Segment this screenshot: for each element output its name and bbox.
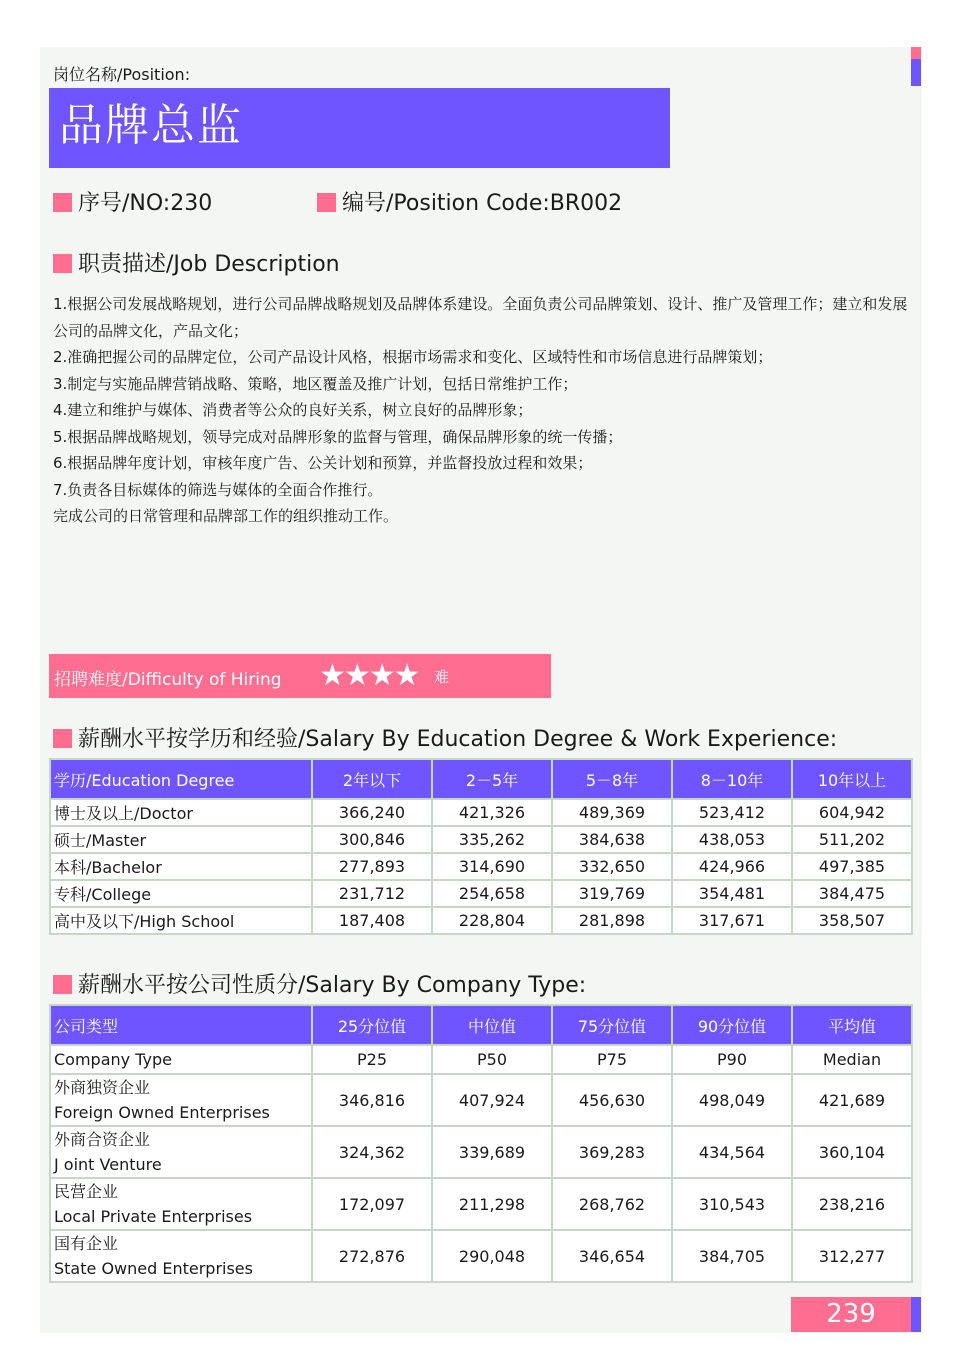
table-cell: 172,097 xyxy=(312,1178,432,1230)
page-number: 239 xyxy=(791,1297,911,1332)
table-cell: 489,369 xyxy=(552,799,672,826)
serial-number-text: 序号/NO:230 xyxy=(78,191,213,216)
table-row xyxy=(50,799,912,826)
salary-education-heading-text: 薪酬水平按学历和经验/Salary By Education Degree & Work Experience: xyxy=(78,727,838,752)
table-cell: 268,762 xyxy=(552,1178,672,1230)
description-line: 3.制定与实施品牌营销战略、策略，地区覆盖及推广计划，包括日常维护工作； xyxy=(53,374,578,393)
row-label: 本科/Bachelor xyxy=(50,853,312,880)
row-label-en: Local Private Enterprises xyxy=(54,1207,253,1226)
row-label xyxy=(50,1074,312,1126)
table-cell: 300,846 xyxy=(312,826,432,853)
column-header: 75分位值 xyxy=(552,1005,672,1045)
subheader-cell: Median xyxy=(792,1045,912,1074)
description-line: 2.准确把握公司的品牌定位，公司产品设计风格，根据市场需求和变化、区域特性和市场信息进行品牌策划； xyxy=(53,348,773,366)
position-code xyxy=(317,186,622,217)
table-subheader-row xyxy=(50,1045,912,1074)
table-cell: 366,240 xyxy=(312,799,432,826)
bullet-square-icon xyxy=(317,193,336,212)
table-cell: 424,966 xyxy=(672,853,792,880)
bullet-square-icon xyxy=(53,975,72,994)
description-line: 1.根据公司发展战略规划，进行公司品牌战略规划及品牌体系建设。全面负责公司品牌策划、设计、推广及管理工作；建立和发展公司的品牌文化，产品文化； xyxy=(53,295,908,340)
table-cell: 384,705 xyxy=(672,1230,792,1282)
table-cell: 332,650 xyxy=(552,853,672,880)
table-cell: 312,277 xyxy=(792,1230,912,1282)
table-row xyxy=(50,880,912,907)
table-cell: 421,689 xyxy=(792,1074,912,1126)
column-header: 25分位值 xyxy=(312,1005,432,1045)
table-cell: 317,671 xyxy=(672,907,792,934)
corner-accent-pink xyxy=(911,47,921,59)
table-cell: 319,769 xyxy=(552,880,672,907)
row-label: 高中及以下/High School xyxy=(50,907,312,934)
star-rating-icon: ★★★★ xyxy=(319,658,419,693)
column-header: 2－5年 xyxy=(432,759,552,799)
bullet-square-icon xyxy=(53,193,72,212)
table-cell: 187,408 xyxy=(312,907,432,934)
row-label-en: J oint Venture xyxy=(54,1155,162,1174)
table-row xyxy=(50,1074,912,1126)
subheader-cell: P25 xyxy=(312,1045,432,1074)
table-header-row xyxy=(50,1005,912,1045)
table-cell: 384,475 xyxy=(792,880,912,907)
row-label xyxy=(50,1126,312,1178)
table-cell: 324,362 xyxy=(312,1126,432,1178)
job-description-heading-text: 职责描述/Job Description xyxy=(78,252,340,277)
table-row xyxy=(50,1126,912,1178)
row-label: 硕士/Master xyxy=(50,826,312,853)
row-label xyxy=(50,1178,312,1230)
table-cell: 407,924 xyxy=(432,1074,552,1126)
table-cell: 523,412 xyxy=(672,799,792,826)
table-row xyxy=(50,853,912,880)
bullet-square-icon xyxy=(53,254,72,273)
description-line: 5.根据品牌战略规划，领导完成对品牌形象的监督与管理，确保品牌形象的统一传播； xyxy=(53,427,623,446)
description-line: 完成公司的日常管理和品牌部工作的组织推动工作。 xyxy=(53,507,399,525)
table-cell: 498,049 xyxy=(672,1074,792,1126)
column-header: 90分位值 xyxy=(672,1005,792,1045)
table-cell: 511,202 xyxy=(792,826,912,853)
table-row xyxy=(50,907,912,934)
hiring-difficulty-bar xyxy=(49,654,551,698)
serial-number xyxy=(53,186,212,217)
table-cell: 314,690 xyxy=(432,853,552,880)
salary-company-table xyxy=(49,1004,913,1283)
column-header: 公司类型 xyxy=(50,1005,312,1045)
subheader-cell: P75 xyxy=(552,1045,672,1074)
table-cell: 438,053 xyxy=(672,826,792,853)
table-cell: 434,564 xyxy=(672,1126,792,1178)
row-label-en: Foreign Owned Enterprises xyxy=(54,1103,270,1122)
table-cell: 346,816 xyxy=(312,1074,432,1126)
column-header: 2年以下 xyxy=(312,759,432,799)
row-label-cn: 外商合资企业 xyxy=(54,1130,151,1149)
table-cell: 335,262 xyxy=(432,826,552,853)
column-header: 中位值 xyxy=(432,1005,552,1045)
description-line: 4.建立和维护与媒体、消费者等公众的良好关系，树立良好的品牌形象； xyxy=(53,401,533,419)
table-cell: 604,942 xyxy=(792,799,912,826)
table-cell: 228,804 xyxy=(432,907,552,934)
salary-education-table xyxy=(49,758,913,935)
table-row xyxy=(50,826,912,853)
table-cell: 497,385 xyxy=(792,853,912,880)
position-title-bar xyxy=(49,88,670,168)
table-header-row xyxy=(50,759,912,799)
table-cell: 310,543 xyxy=(672,1178,792,1230)
row-label: 专科/College xyxy=(50,880,312,907)
row-label: 博士及以上/Doctor xyxy=(50,799,312,826)
table-cell: 421,326 xyxy=(432,799,552,826)
table-cell: 272,876 xyxy=(312,1230,432,1282)
bullet-square-icon xyxy=(53,729,72,748)
subheader-cell: P50 xyxy=(432,1045,552,1074)
table-cell: 456,630 xyxy=(552,1074,672,1126)
row-label-en: State Owned Enterprises xyxy=(54,1259,253,1278)
hiring-difficulty-level: 难 xyxy=(434,668,450,686)
row-label-cn: 外商独资企业 xyxy=(54,1078,151,1097)
job-description-body xyxy=(53,291,913,530)
table-cell: 354,481 xyxy=(672,880,792,907)
subheader-cell: Company Type xyxy=(50,1045,312,1074)
salary-company-heading-text: 薪酬水平按公司性质分/Salary By Company Type: xyxy=(78,973,587,998)
column-header: 平均值 xyxy=(792,1005,912,1045)
position-code-text: 编号/Position Code:BR002 xyxy=(342,191,623,216)
table-cell: 231,712 xyxy=(312,880,432,907)
table-cell: 290,048 xyxy=(432,1230,552,1282)
salary-company-heading xyxy=(53,968,586,999)
position-title: 品牌总监 xyxy=(59,100,243,151)
hiring-difficulty-label: 招聘难度/Difficulty of Hiring xyxy=(54,670,282,690)
table-cell: 358,507 xyxy=(792,907,912,934)
table-cell: 360,104 xyxy=(792,1126,912,1178)
column-header: 10年以上 xyxy=(792,759,912,799)
row-label xyxy=(50,1230,312,1282)
column-header: 8－10年 xyxy=(672,759,792,799)
column-header: 5－8年 xyxy=(552,759,672,799)
corner-accent xyxy=(911,47,921,86)
table-cell: 346,654 xyxy=(552,1230,672,1282)
table-cell: 339,689 xyxy=(432,1126,552,1178)
table-row xyxy=(50,1178,912,1230)
table-row xyxy=(50,1230,912,1282)
table-cell: 254,658 xyxy=(432,880,552,907)
description-line: 7.负责各目标媒体的筛选与媒体的全面合作推行。 xyxy=(53,480,383,499)
table-cell: 369,283 xyxy=(552,1126,672,1178)
table-cell: 384,638 xyxy=(552,826,672,853)
column-header: 学历/Education Degree xyxy=(50,759,312,799)
row-label-cn: 民营企业 xyxy=(54,1182,119,1201)
corner-accent-purple xyxy=(911,59,921,86)
subheader-cell: P90 xyxy=(672,1045,792,1074)
job-description-heading xyxy=(53,247,340,278)
position-label: 岗位名称/Position: xyxy=(53,65,191,84)
table-cell: 277,893 xyxy=(312,853,432,880)
salary-education-heading xyxy=(53,722,837,753)
row-label-cn: 国有企业 xyxy=(54,1234,119,1253)
table-cell: 211,298 xyxy=(432,1178,552,1230)
page-number-accent xyxy=(911,1297,921,1332)
table-cell: 238,216 xyxy=(792,1178,912,1230)
description-line: 6.根据品牌年度计划，审核年度广告、公关计划和预算，并监督投放过程和效果； xyxy=(53,454,593,472)
table-cell: 281,898 xyxy=(552,907,672,934)
